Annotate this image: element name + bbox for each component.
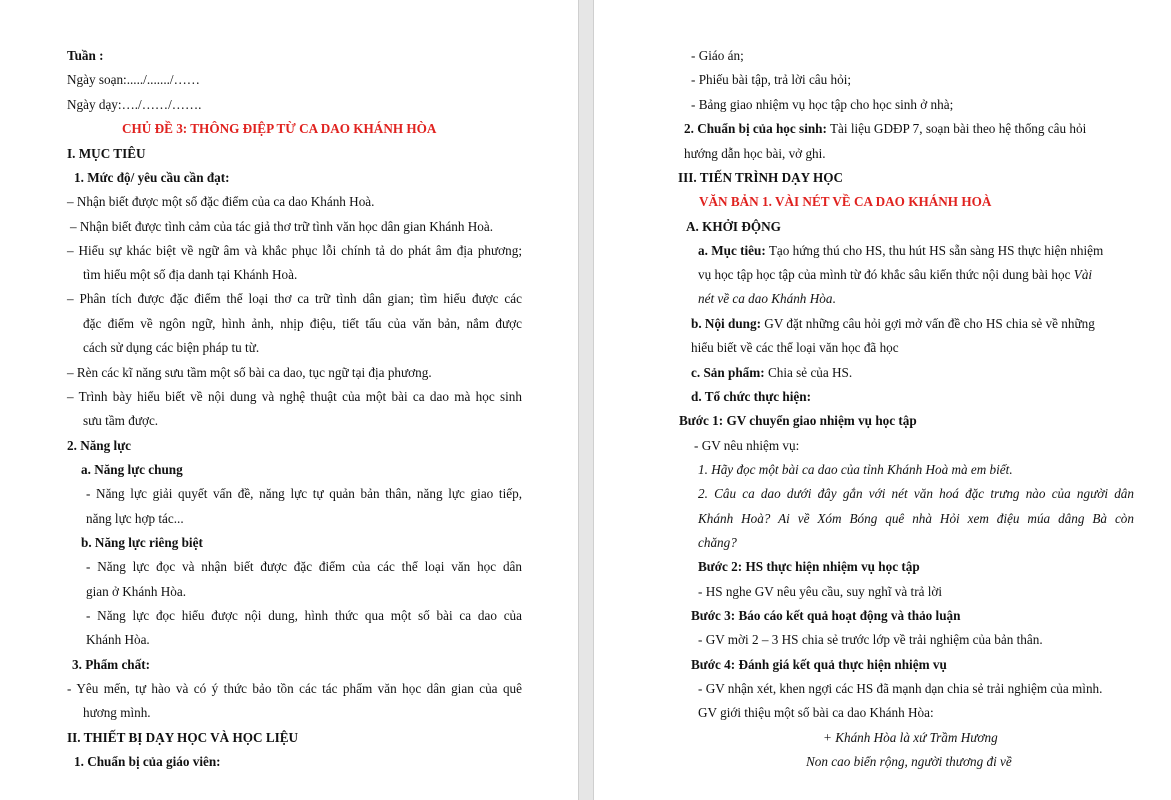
paragraph-line: sưu tầm được. bbox=[83, 413, 159, 428]
subsection-heading: 1. Chuẩn bị của giáo viên: bbox=[74, 754, 221, 769]
subsection-heading: 2. Năng lực bbox=[67, 438, 131, 453]
paragraph-line bbox=[698, 266, 1092, 283]
paragraph-line bbox=[691, 364, 852, 381]
poem-line: + Khánh Hòa là xứ Trầm Hương bbox=[823, 730, 998, 745]
paragraph-line: - Năng lực đọc và nhận biết được đặc điểm của các thể loại văn học dân bbox=[86, 559, 522, 574]
page-gap bbox=[578, 0, 594, 800]
step-heading: Bước 4: Đánh giá kết quả thực hiện nhiệm vụ bbox=[691, 657, 947, 672]
paragraph-line: – Nhận biết được tình cảm của tác giả thơ trữ tình văn học dân gian Khánh Hoà. bbox=[70, 219, 494, 234]
question-line: chăng? bbox=[698, 535, 737, 550]
text-run: GV đặt những câu hỏi gợi mở vấn đề cho HS chia sẻ về những bbox=[761, 316, 1095, 331]
paragraph-line: GV giới thiệu một số bài ca dao Khánh Hòa: bbox=[698, 705, 934, 720]
paragraph-line bbox=[698, 242, 1103, 259]
paragraph-line: – Nhận biết được một số đặc điểm của ca dao Khánh Hoà. bbox=[67, 194, 375, 209]
bold-lead: b. Nội dung: bbox=[691, 316, 761, 331]
paragraph-line: – Trình bày hiểu biết về nội dung và nghệ thuật của một bài ca dao mà học sinh bbox=[67, 389, 522, 404]
prep-date: Ngày soạn:...../......./…… bbox=[67, 72, 200, 87]
text-run: Tạo hứng thú cho HS, thu hút HS sẵn sàng HS thực hiện nhiệm bbox=[765, 243, 1104, 258]
subsection-heading: d. Tổ chức thực hiện: bbox=[691, 389, 811, 404]
text-run: . bbox=[832, 291, 836, 306]
paragraph-line: - HS nghe GV nêu yêu cầu, suy nghĩ và trả lời bbox=[698, 584, 943, 599]
document-page-left bbox=[0, 0, 578, 800]
paragraph-line: - GV nêu nhiệm vụ: bbox=[694, 438, 800, 453]
text-run: Tài liệu GDĐP 7, soạn bài theo hệ thống câu hỏi bbox=[826, 121, 1087, 136]
paragraph-line: - GV nhận xét, khen ngợi các HS đã mạnh dạn chia sẻ trải nghiệm của mình. bbox=[698, 681, 1103, 696]
paragraph-line: hiểu biết về các thể loại văn học đã học bbox=[691, 340, 899, 355]
bold-lead: a. Mục tiêu: bbox=[698, 243, 766, 258]
italic-run: Vài bbox=[1073, 267, 1093, 282]
section-heading: II. THIẾT BỊ DẠY HỌC VÀ HỌC LIỆU bbox=[67, 730, 299, 745]
question-line: 2. Câu ca dao dưới đây gắn với nét văn hoá đặc trưng nào của người dân bbox=[698, 486, 1134, 501]
section-heading: A. KHỞI ĐỘNG bbox=[686, 219, 781, 234]
paragraph-line: – Phân tích được đặc điểm thể loại thơ ca trữ tình dân gian; tìm hiểu được các bbox=[67, 291, 522, 306]
question-line: Khánh Hoà? Ai về Xóm Bóng quê nhà Hỏi xem điệu múa dâng Bà còn bbox=[698, 511, 1134, 526]
paragraph-line: Khánh Hòa. bbox=[86, 632, 150, 647]
paragraph-line: gian ở Khánh Hòa. bbox=[86, 584, 186, 599]
lesson-title: VĂN BẢN 1. VÀI NÉT VỀ CA DAO KHÁNH HOÀ bbox=[699, 194, 992, 209]
subsection-heading: a. Năng lực chung bbox=[81, 462, 183, 477]
bold-lead: c. Sản phẩm: bbox=[691, 365, 765, 380]
text-run: Chia sẻ của HS. bbox=[764, 365, 853, 380]
paragraph-line: hương mình. bbox=[83, 705, 151, 720]
italic-run: nét về ca dao Khánh Hòa bbox=[698, 291, 833, 306]
subsection-heading: 1. Mức độ/ yêu cầu cần đạt: bbox=[74, 170, 230, 185]
step-heading: Bước 3: Báo cáo kết quả hoạt động và thảo luận bbox=[691, 608, 961, 623]
paragraph-line: - Yêu mến, tự hào và có ý thức bảo tồn các tác phẩm văn học dân gian của quê bbox=[67, 681, 522, 696]
topic-title: CHỦ ĐỀ 3: THÔNG ĐIỆP TỪ CA DAO KHÁNH HÒA bbox=[122, 121, 437, 136]
paragraph-line: - Năng lực đọc hiểu được nội dung, hình thức qua một số bài ca dao của bbox=[86, 608, 522, 623]
paragraph-line: năng lực hợp tác... bbox=[86, 511, 184, 526]
section-heading: I. MỤC TIÊU bbox=[67, 146, 146, 161]
paragraph-line bbox=[691, 315, 1095, 332]
paragraph-line: cách sử dụng các biện pháp tu từ. bbox=[83, 340, 260, 355]
poem-line: Non cao biển rộng, người thương đi về bbox=[806, 754, 1012, 769]
step-heading: Bước 1: GV chuyển giao nhiệm vụ học tập bbox=[679, 413, 917, 428]
paragraph-line: đặc điểm về ngôn ngữ, hình ảnh, nhịp điệu, tiết tấu của văn bản, nắm được bbox=[83, 316, 522, 331]
paragraph-line: - Giáo án; bbox=[691, 48, 744, 63]
paragraph-line: - Năng lực giải quyết vấn đề, năng lực tự quản bản thân, năng lực giao tiếp, bbox=[86, 486, 522, 501]
paragraph-line: - GV mời 2 – 3 HS chia sẻ trước lớp về trải nghiệm của bản thân. bbox=[698, 632, 1043, 647]
subsection-heading: 3. Phẩm chất: bbox=[72, 657, 151, 672]
document-page-right bbox=[594, 0, 1171, 800]
paragraph-line: tìm hiểu một số địa danh tại Khánh Hoà. bbox=[83, 267, 298, 282]
bold-lead: 2. Chuẩn bị của học sinh: bbox=[684, 121, 827, 136]
week-label: Tuần : bbox=[67, 48, 104, 63]
paragraph-line: – Hiểu sự khác biệt về ngữ âm và khắc phục lỗi chính tả do phát âm địa phương; bbox=[67, 243, 522, 258]
step-heading: Bước 2: HS thực hiện nhiệm vụ học tập bbox=[698, 559, 920, 574]
section-heading: III. TIẾN TRÌNH DẠY HỌC bbox=[678, 170, 844, 185]
text-run: vụ học tập học tập của mình từ đó khắc sâu kiến thức nội dung bài học bbox=[698, 267, 1074, 282]
subsection-heading: b. Năng lực riêng biệt bbox=[81, 535, 203, 550]
paragraph-line: – Rèn các kĩ năng sưu tầm một số bài ca dao, tục ngữ tại địa phương. bbox=[67, 365, 432, 380]
paragraph-line: - Phiếu bài tập, trả lời câu hỏi; bbox=[691, 72, 852, 87]
paragraph-line: - Bảng giao nhiệm vụ học tập cho học sinh ở nhà; bbox=[691, 97, 954, 112]
paragraph-line bbox=[684, 120, 1086, 137]
question-line: 1. Hãy đọc một bài ca dao của tỉnh Khánh Hoà mà em biết. bbox=[698, 462, 1013, 477]
paragraph-line: hướng dẫn học bài, vở ghi. bbox=[684, 146, 826, 161]
teach-date: Ngày dạy:…./……/……. bbox=[67, 97, 202, 112]
paragraph-line bbox=[698, 290, 836, 307]
